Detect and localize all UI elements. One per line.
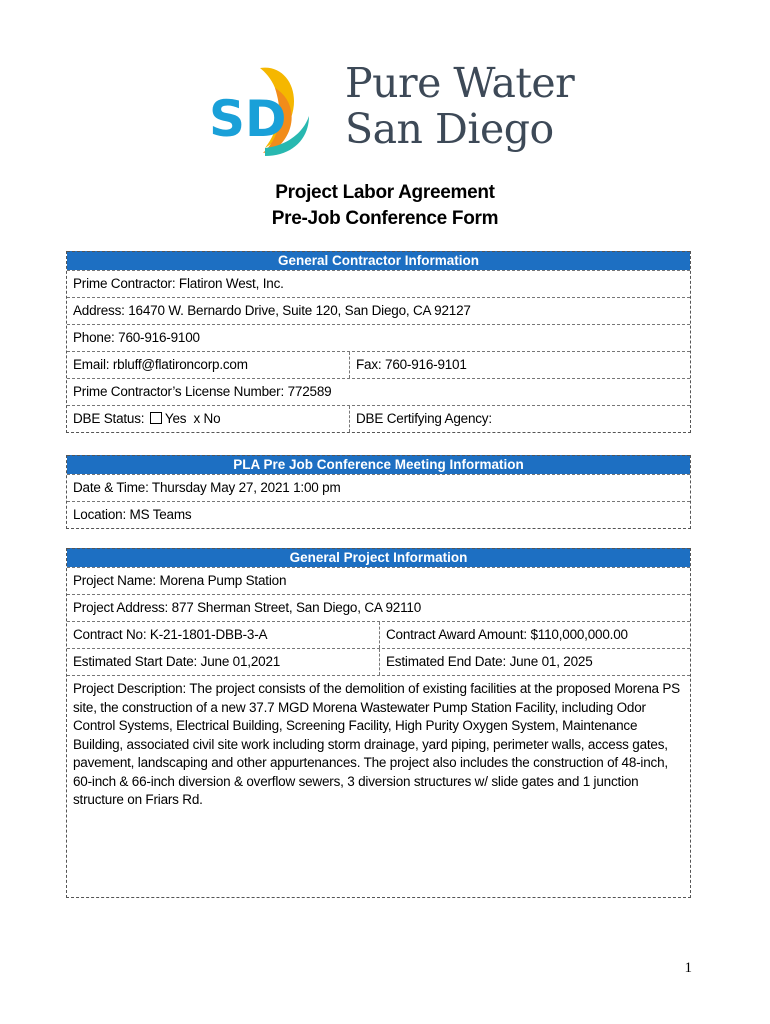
email-field[interactable]: Email: rbluff@flatironcorp.com xyxy=(73,357,248,372)
page-number: 1 xyxy=(684,960,692,976)
end-date-field[interactable]: Estimated End Date: June 01, 2025 xyxy=(379,649,599,675)
title-line-2: Pre-Job Conference Form xyxy=(271,208,499,229)
phone-field[interactable]: Phone: 760-916-9100 xyxy=(73,330,200,345)
general-contractor-heading: General Contractor Information xyxy=(67,251,690,270)
dbe-status-field xyxy=(67,406,349,432)
general-contractor-section xyxy=(66,251,691,433)
brand-line-2: San Diego xyxy=(345,105,554,153)
project-description-label: Project Description: xyxy=(73,681,187,696)
license-row xyxy=(67,378,690,405)
pure-water-san-diego-logo xyxy=(205,60,575,160)
project-section xyxy=(66,548,691,898)
dbe-row xyxy=(67,405,690,432)
dbe-status-label: DBE Status: xyxy=(73,411,145,426)
brand-line-1: Pure Water xyxy=(345,59,575,107)
project-name-field[interactable]: Project Name: Morena Pump Station xyxy=(73,573,287,588)
meeting-section xyxy=(66,455,691,529)
award-amount-field[interactable]: Contract Award Amount: $110,000,000.00 xyxy=(379,622,634,648)
brand-name xyxy=(345,60,574,152)
sd-mark-text: SD xyxy=(209,90,287,148)
dbe-yes-checkbox[interactable] xyxy=(150,412,162,424)
contract-no-field[interactable]: Contract No: K-21-1801-DBB-3-A xyxy=(73,627,268,642)
email-fax-row xyxy=(67,351,690,378)
dates-row xyxy=(67,648,690,675)
start-date-field[interactable]: Estimated Start Date: June 01,2021 xyxy=(73,654,281,669)
sd-wave-logo-icon xyxy=(205,60,330,160)
meeting-heading: PLA Pre Job Conference Meeting Information xyxy=(67,455,690,474)
contract-row xyxy=(67,621,690,648)
license-field[interactable]: Prime Contractor’s License Number: 772589 xyxy=(73,384,332,399)
dbe-no-option[interactable]: x No xyxy=(193,411,221,426)
project-heading: General Project Information xyxy=(67,548,690,567)
datetime-row xyxy=(67,474,690,501)
project-address-field[interactable]: Project Address: 877 Sherman Street, San Diego, CA 92110 xyxy=(73,600,422,615)
project-name-row xyxy=(67,567,690,594)
location-row xyxy=(67,501,690,528)
location-field[interactable]: Location: MS Teams xyxy=(73,507,192,522)
title-line-1: Project Labor Agreement xyxy=(275,182,495,203)
address-row xyxy=(67,297,690,324)
prime-contractor-field[interactable]: Prime Contractor: Flatiron West, Inc. xyxy=(73,276,284,291)
fax-field[interactable]: Fax: 760-916-9101 xyxy=(349,352,473,378)
page-title xyxy=(0,180,770,232)
phone-row xyxy=(67,324,690,351)
prime-contractor-row xyxy=(67,270,690,297)
dbe-yes-label: Yes xyxy=(164,411,187,426)
project-address-row xyxy=(67,594,690,621)
datetime-field[interactable]: Date & Time: Thursday May 27, 2021 1:00 pm xyxy=(73,480,341,495)
address-field[interactable]: Address: 16470 W. Bernardo Drive, Suite 120, San Diego, CA 92127 xyxy=(73,303,471,318)
project-description-text: The project consists of the demolition of existing facilities at the proposed Morena PS site, the construction of a new 37.7 MGD Morena Wastewater Pump Station Facility, including Odor Control Systems, Electrical Building, Screening Facility, High Purity Oxygen System, Maintenance Building, associated civil site work including storm drainage, yard piping, perimeter walls, access gates, pavement, landscaping and other appurtenances. The project also includes the construction of 48-inch, 60-inch & 66-inch diversion & overflow sewers, 3 diversion structures w/ slide gates and 1 junction structure on Friars Rd. xyxy=(73,681,680,807)
dbe-agency-field[interactable]: DBE Certifying Agency: xyxy=(349,406,498,432)
project-description-field[interactable] xyxy=(67,675,690,897)
